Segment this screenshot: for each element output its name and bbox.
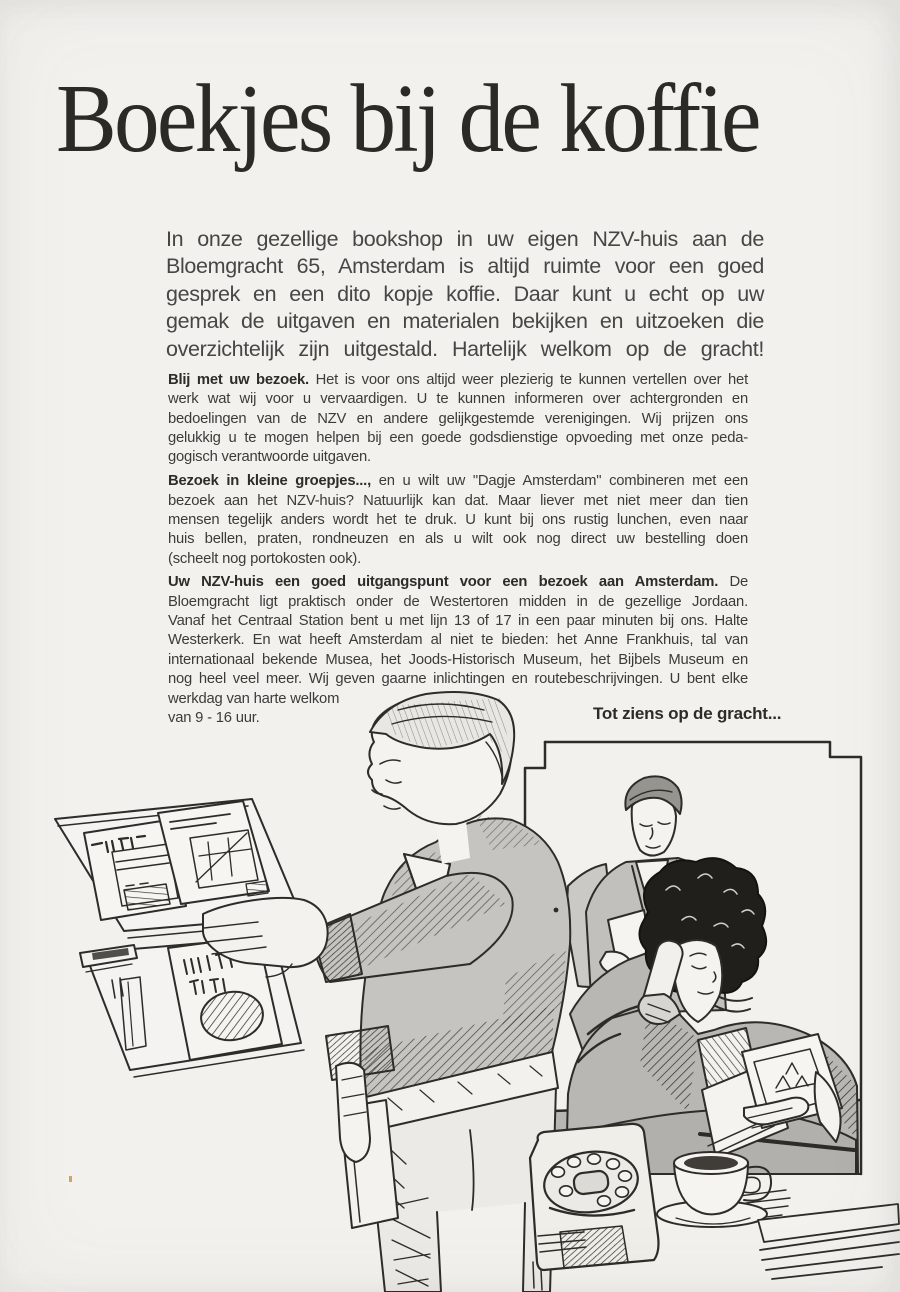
text-line (168, 573, 748, 592)
text-line: Vanaf het Centraal Station bent u met lijn 13 of 17 in een paar minuten bij ons. Halte (168, 613, 748, 630)
section-blij-met-uw-bezoek (168, 371, 748, 468)
text-line: Westerkerk. En wat heeft Amsterdam al niet te bieden: het Anne Frankhuis, tal van (168, 632, 748, 649)
text-line: bezoek aan het NZV-huis? Natuurlijk kan dat. Maar liever met niet meer dan tien (168, 492, 748, 509)
text-line: Bloemgracht ligt praktisch onder de Westertoren midden in de gezellige Jordaan. (168, 593, 748, 610)
section-lead-rest: De (729, 574, 748, 591)
bookshop-illustration (0, 688, 900, 1292)
text-line: huis bellen, praten, rondneuzen en als u wilt ook nog direct uw bestelling doen (168, 531, 748, 548)
closing-caption: Tot ziens op de gracht... (593, 704, 782, 723)
intro-line: Bloemgracht 65, Amsterdam is altijd ruimte voor een goed (166, 254, 764, 279)
text-line: bedoelingen van de NZV en andere gelijkgestemde verenigingen. Wij prijzen ons (168, 410, 748, 427)
section-lead: Uw NZV-huis een goed uitgangspunt voor een bezoek aan Amsterdam. (168, 574, 719, 591)
text-line: gelukkig u te mogen helpen bij een goede godsdienstige opvoeding met onze peda- (168, 430, 748, 447)
text-line: internationaal bekende Musea, het Joods-Historisch Museum, het Bijbels Museum en (168, 651, 748, 668)
intro-line: gemak de uitgaven en materialen bekijken en uitzoeken die (166, 309, 764, 334)
text-line: van 9 - 16 uur. (168, 709, 260, 726)
text-line: werk wat wij voor u vervaardigen. U te kunnen informeren over achtergronden en (168, 391, 748, 408)
text-line (168, 371, 748, 390)
section-lead: Bezoek in kleine groepjes..., (168, 473, 372, 490)
rotary-telephone (530, 1124, 659, 1290)
text-line: (scheelt nog portokosten ook). (168, 550, 362, 567)
text-line: werkdag van harte welkom (168, 690, 340, 707)
intro-line: gesprek en een dito kopje koffie. Daar kunt u echt op uw (166, 281, 764, 306)
scan-speck (69, 1176, 72, 1182)
section-lead: Blij met uw bezoek. (168, 372, 309, 388)
intro-line: overzichtelijk zijn uitgestald. Hartelijk welkom op de gracht! (166, 336, 764, 361)
text-line (168, 472, 748, 491)
section-lead-rest: en u wilt uw "Dagje Amsterdam" combineren met een (378, 473, 748, 490)
body-text (168, 371, 748, 733)
text-line: nog heel veel meer. Wij geven gaarne inlichtingen en routebeschrijvingen. U bent elke (168, 671, 748, 688)
text-line: gogisch verantwoorde uitgaven. (168, 449, 371, 466)
page-title: Boekjes bij de koffie (56, 65, 759, 173)
intro-paragraph (166, 226, 764, 363)
section-lead-rest: Het is voor ons altijd weer plezierig te kunnen vertellen over het (315, 372, 748, 388)
text-line: mensen tegelijk anders wordt het te druk. U kunt bij ons rustig lunchen, even naar (168, 511, 748, 528)
intro-line: In onze gezellige bookshop in uw eigen NZV-huis aan de (166, 227, 764, 251)
section-bezoek-in-kleine-groepjes (168, 472, 748, 569)
